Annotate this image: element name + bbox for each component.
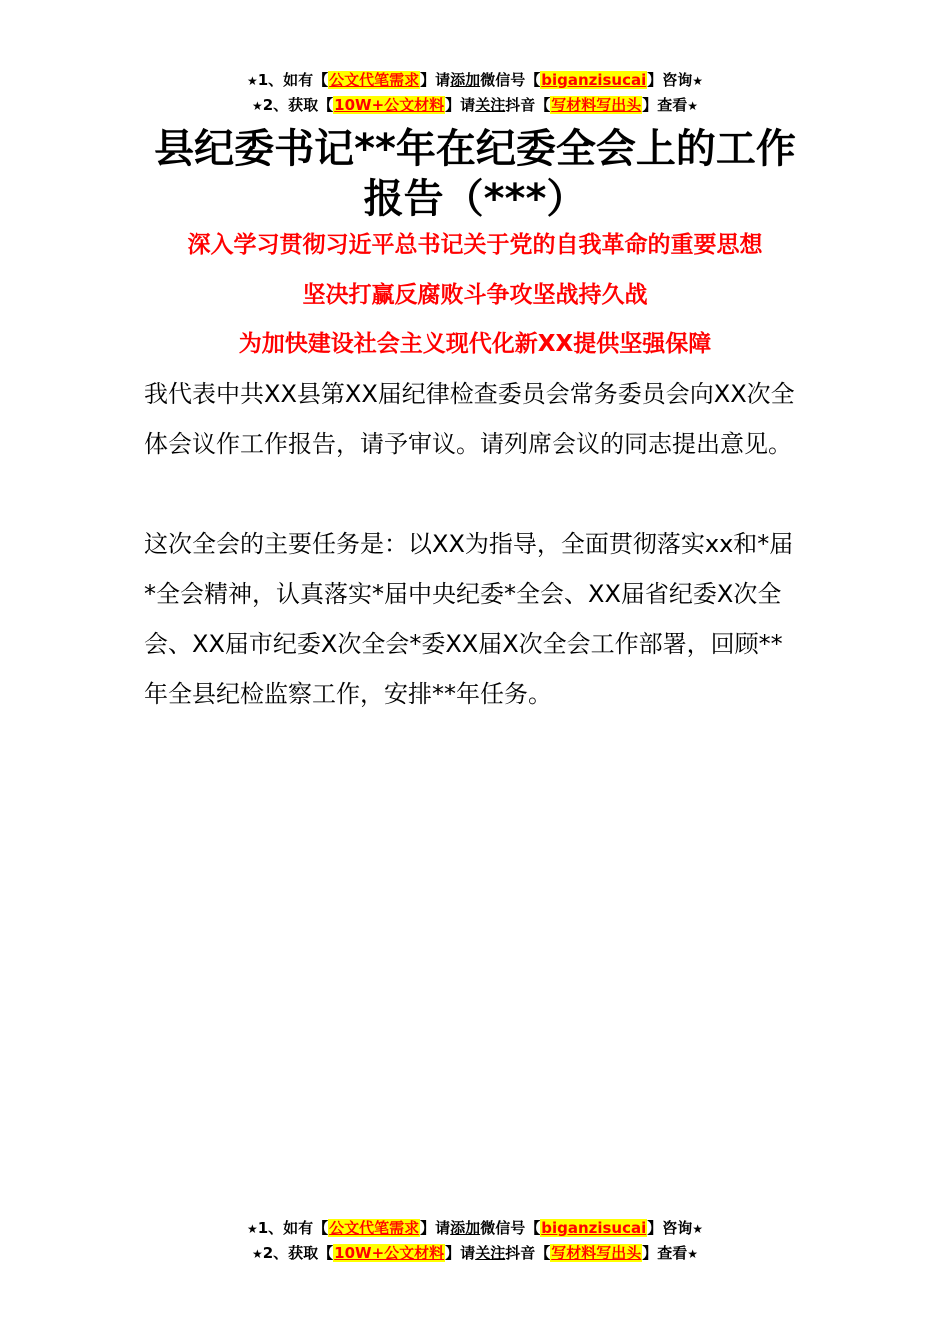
star-icon: ★ [246,1222,258,1236]
promo-line-1 [0,1216,950,1241]
star-icon: ★ [251,1247,263,1261]
promo-text: 】请 [445,1244,476,1262]
promo-text: 抖音【 [505,1244,551,1262]
promo-text: 】查看 [642,1244,688,1262]
promo-text: 1、如有【 [257,71,329,89]
promo-text: 】查看 [642,96,688,114]
promo-highlight: 10W+公文材料 [334,1244,445,1262]
promo-line-1 [0,68,950,93]
promo-highlight-wechat: biganzisucai [541,71,647,89]
promo-highlight-wechat: biganzisucai [541,1219,647,1237]
star-icon: ★ [687,99,699,113]
promo-highlight-douyin: 写材料写出头 [551,96,642,114]
promo-emphasis: 添加 [450,71,481,89]
promo-footer [0,1216,950,1266]
promo-text: 】咨询 [647,1219,693,1237]
subtitle-1: 深入学习贯彻习近平总书记关于党的自我革命的重要思想 [187,232,763,258]
body-paragraph-1: 我代表中共XX县第XX届纪律检查委员会常务委员会向XX次全体会议作工作报告，请予审议。请列席会议的同志提出意见。 [144,380,795,458]
promo-line-2 [0,93,950,118]
promo-text: 】咨询 [647,71,693,89]
promo-text: 1、如有【 [257,1219,329,1237]
subtitle-2: 坚决打赢反腐败斗争攻坚战持久战 [302,282,648,308]
promo-highlight: 10W+公文材料 [334,96,445,114]
promo-text: 微信号【 [480,1219,541,1237]
promo-emphasis: 关注 [475,96,506,114]
promo-text: 】请 [445,96,476,114]
promo-text: 2、获取【 [262,96,334,114]
star-icon: ★ [251,99,263,113]
star-icon: ★ [246,74,258,88]
promo-emphasis: 添加 [450,1219,481,1237]
document-title: 县纪委书记**年在纪委全会上的工作报告（***） [154,126,796,222]
star-icon: ★ [687,1247,699,1261]
star-icon: ★ [692,74,704,88]
promo-highlight-douyin: 写材料写出头 [551,1244,642,1262]
promo-line-2 [0,1241,950,1266]
body-paragraph-2: 这次全会的主要任务是：以XX为指导，全面贯彻落实xx和*届*全会精神，认真落实*届中央纪委*全会、XX届省纪委X次全会、XX届市纪委X次全会*委XX届X次全会工作部署，回顾**年全县纪检监察工作，安排**年任务。 [144,530,794,708]
promo-text: 2、获取【 [262,1244,334,1262]
star-icon: ★ [692,1222,704,1236]
promo-highlight: 公文代笔需求 [329,71,420,89]
promo-highlight: 公文代笔需求 [329,1219,420,1237]
subtitle-3: 为加快建设社会主义现代化新XX提供坚强保障 [238,331,712,357]
promo-header [0,68,950,118]
promo-emphasis: 关注 [475,1244,506,1262]
promo-text: 抖音【 [505,96,551,114]
promo-text: 微信号【 [480,71,541,89]
promo-text: 】请 [420,1219,451,1237]
promo-text: 】请 [420,71,451,89]
